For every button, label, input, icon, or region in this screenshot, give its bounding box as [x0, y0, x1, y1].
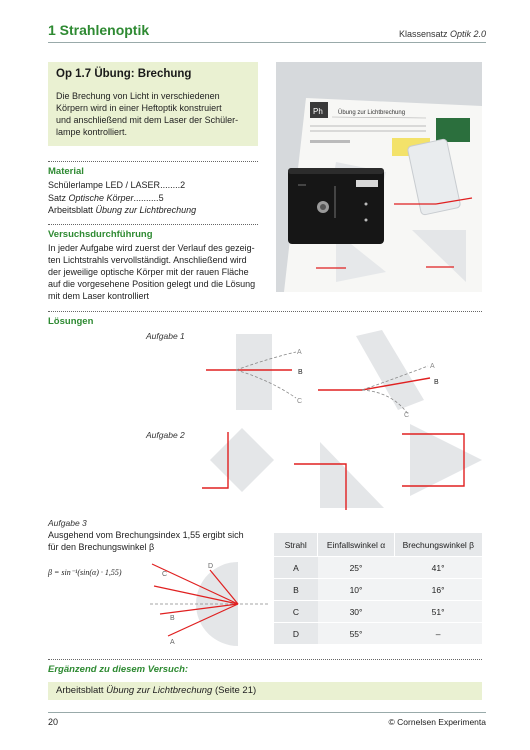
fig-label-c: C [162, 571, 168, 578]
procedure-title: Versuchsdurchführung [48, 229, 153, 240]
material-divider [48, 161, 258, 162]
table-row: C 30° 51° [274, 601, 482, 623]
material-item: Satz Optische Körper..........5 [48, 192, 164, 203]
table-header: Strahl [274, 533, 318, 557]
task3-text: Ausgehend vom Brechungsindex 1,55 ergibt sich für den Brechungswinkel β [48, 530, 244, 552]
ray-label-a: A [430, 363, 435, 370]
fig-label-a: A [170, 639, 175, 646]
table-header: Brechungswinkel β [394, 533, 482, 557]
experiment-title: Op 1.7 Übung: Brechung [56, 68, 192, 80]
material-item: Arbeitsblatt Übung zur Lichtbrechung [48, 205, 197, 215]
task1-figure-a [200, 330, 310, 415]
task2-figure-c [400, 420, 486, 500]
table-row: D 55° – [274, 623, 482, 645]
table-header: Einfallswinkel α [318, 533, 394, 557]
table-row: B 10° 16° [274, 579, 482, 601]
task1-figure-b [312, 330, 452, 418]
task1-label: Aufgabe 1 [146, 331, 185, 341]
task3-label: Aufgabe 3 [48, 518, 87, 528]
footer-divider [48, 712, 486, 713]
solutions-divider [48, 311, 482, 312]
task3-figure [150, 556, 270, 652]
solutions-title: Lösungen [48, 316, 94, 327]
ray-label-c: C [297, 398, 303, 405]
ray-label-c: C [404, 412, 410, 418]
ray-label-b: B [434, 379, 439, 386]
photo-illustration [276, 62, 482, 292]
sheet-title: Übung zur Lichtbrechung [338, 110, 406, 116]
fig-label-d: D [208, 563, 214, 570]
procedure-divider [48, 224, 258, 225]
table-row: A 25° 41° [274, 557, 482, 579]
fig-label-b: B [170, 615, 175, 622]
supplement-title: Ergänzend zu diesem Versuch: [48, 664, 189, 675]
material-title: Material [48, 166, 84, 177]
results-table [274, 533, 482, 644]
formula: β = sin⁻¹(sin(α) · 1,55) [48, 568, 122, 577]
page-number: 20 [48, 717, 59, 727]
ray-label-a: A [297, 349, 302, 356]
procedure-text: In jeder Aufgabe wird zuerst der Verlauf des gezeig- ten Lichtstrahls vervollständigt. Anschließend wird der jeweilige optische Körper mit der rauen Fläche auf die vorgesehene Position gelegt und die Lösung mit dem Laser kontrolliert [48, 243, 256, 301]
copyright: © Cornelsen Experimenta [388, 717, 486, 727]
sheet-logo: Ph [313, 107, 323, 116]
chapter-title: 1 Strahlenoptik [48, 22, 150, 38]
intro-box [48, 62, 258, 146]
header-divider [48, 42, 486, 43]
ray-label-b: B [298, 369, 303, 376]
task2-label: Aufgabe 2 [146, 430, 185, 440]
task2-figure-b [290, 438, 390, 512]
table-header-row [274, 533, 482, 557]
supplement-box: Arbeitsblatt Übung zur Lichtbrechung (Seite 21) [48, 682, 482, 700]
task2-figure-a [200, 424, 280, 494]
supplement-divider [48, 659, 482, 660]
experiment-photo [276, 62, 482, 292]
material-item: Schülerlampe LED / LASER........2 [48, 180, 186, 190]
intro-text: Die Brechung von Licht in verschiedenen Körpern wird in einer Heftoptik konstruiert und anschließend mit dem Laser der Schüler- lampe kontrolliert. [56, 91, 239, 137]
material-list [48, 179, 258, 217]
set-label: Klassensatz Optik 2.0 [398, 29, 486, 39]
